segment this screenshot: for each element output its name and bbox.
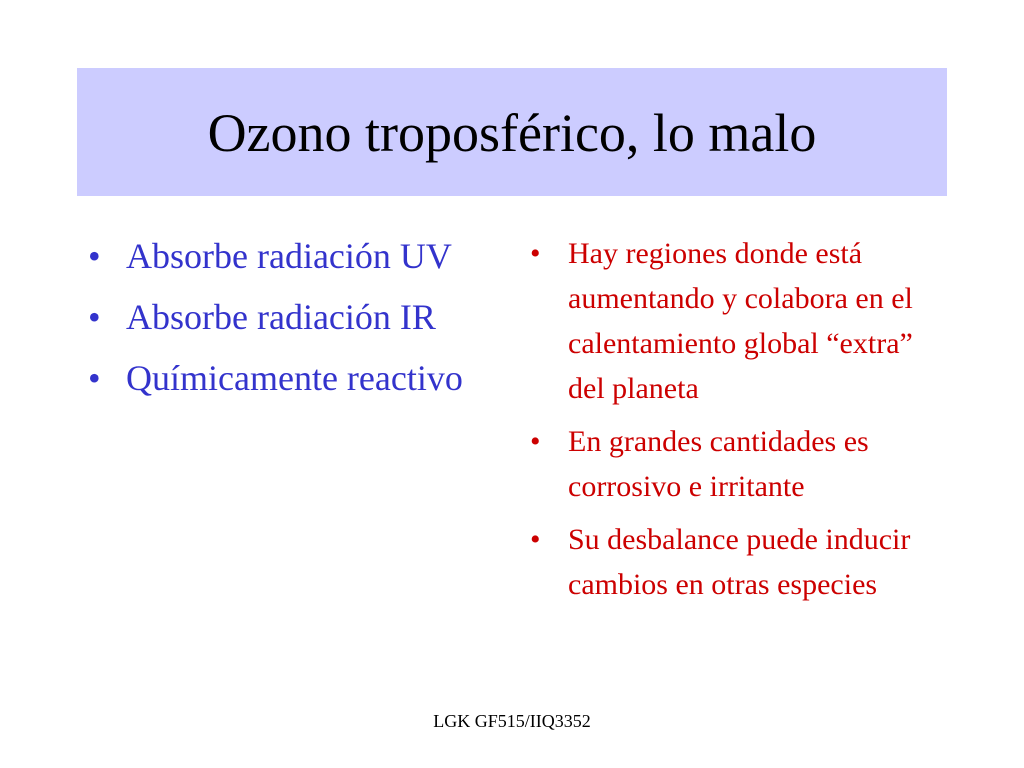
bullet-icon: • [530,425,541,458]
bullet-text: Absorbe radiación UV [126,236,452,276]
list-item [88,354,488,403]
bullet-icon: • [530,237,541,270]
bullet-text: Químicamente reactivo [126,358,463,398]
list-item [530,419,950,509]
bullet-text: Absorbe radiación IR [126,297,436,337]
list-item [88,293,488,342]
footer-text: LGK GF515/IIQ3352 [433,711,591,731]
bullet-text: Su desbalance puede inducir cambios en otras especies [568,523,911,601]
title-banner [77,68,947,196]
list-item [530,231,950,411]
bullet-icon: • [88,236,101,276]
bullet-icon: • [530,523,541,556]
bullet-text: En grandes cantidades es corrosivo e irritante [568,425,869,503]
right-bullet-list [530,231,950,615]
list-item [88,232,488,281]
bullet-text: Hay regiones donde está aumentando y colabora en el calentamiento global “extra” del planeta [568,237,913,405]
left-bullet-list [88,232,488,415]
slide-title: Ozono troposférico, lo malo [207,103,817,163]
bullet-icon: • [88,358,101,398]
list-item [530,517,950,607]
bullet-icon: • [88,297,101,337]
